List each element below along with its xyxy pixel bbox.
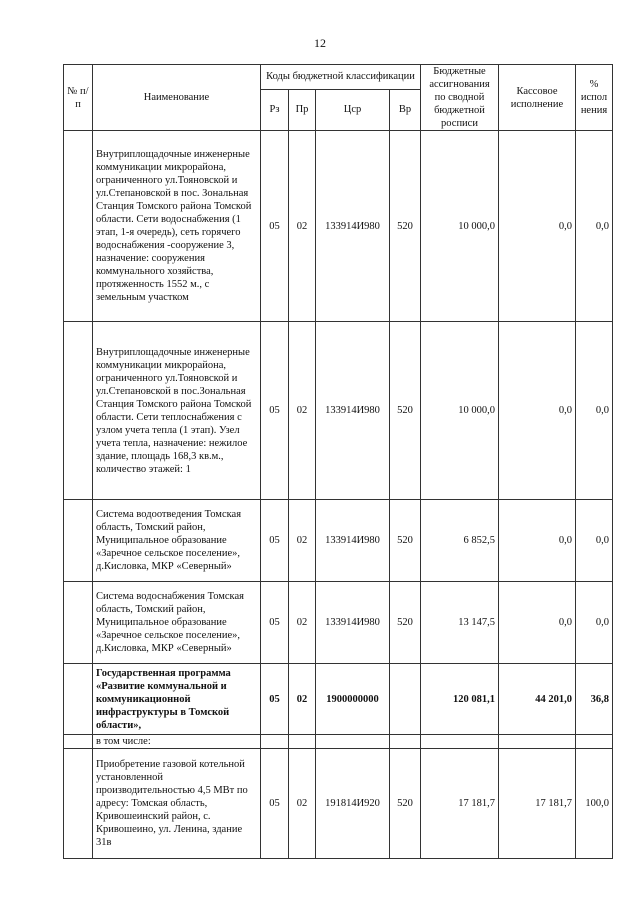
cell-num — [64, 664, 93, 735]
header-percent: % испол нения — [576, 65, 613, 131]
cell-vr: 520 — [390, 131, 421, 322]
cell-allocations: 10 000,0 — [421, 131, 499, 322]
cell-rz: 05 — [261, 749, 289, 859]
cell-pr: 02 — [289, 749, 316, 859]
cell-cash: 0,0 — [499, 582, 576, 664]
cell-pr: 02 — [289, 500, 316, 582]
page-number: 12 — [314, 36, 326, 50]
header-allocations: Бюджетные ассигнования по сводной бюджетной росписи — [421, 65, 499, 131]
cell-allocations: 120 081,1 — [421, 664, 499, 735]
header-rz: Рз — [261, 89, 289, 130]
cell-csr: 1900000000 — [316, 664, 390, 735]
cell-percent: 0,0 — [576, 322, 613, 500]
cell-pr: 02 — [289, 664, 316, 735]
cell-vr: 520 — [390, 500, 421, 582]
cell-cash — [499, 735, 576, 749]
cell-cash: 17 181,7 — [499, 749, 576, 859]
cell-rz: 05 — [261, 131, 289, 322]
cell-vr: 520 — [390, 322, 421, 500]
cell-pr: 02 — [289, 131, 316, 322]
cell-num — [64, 131, 93, 322]
cell-pr — [289, 735, 316, 749]
cell-csr: 133914И980 — [316, 500, 390, 582]
cell-cash: 0,0 — [499, 131, 576, 322]
cell-allocations: 13 147,5 — [421, 582, 499, 664]
cell-num — [64, 749, 93, 859]
cell-cash: 0,0 — [499, 500, 576, 582]
cell-cash: 44 201,0 — [499, 664, 576, 735]
cell-csr: 191814И920 — [316, 749, 390, 859]
table-row — [64, 582, 613, 664]
cell-percent: 100,0 — [576, 749, 613, 859]
cell-rz: 05 — [261, 500, 289, 582]
cell-num — [64, 582, 93, 664]
cell-allocations: 17 181,7 — [421, 749, 499, 859]
header-num: № п/п — [64, 65, 93, 131]
table-row-program-total — [64, 664, 613, 735]
cell-vr — [390, 735, 421, 749]
budget-table — [63, 64, 613, 859]
cell-name: Внутриплощадочные инженерные коммуникации микрорайона, ограниченного ул.Тояновской и ул.Степановской в пос.Зональная Станция Томского района Томской области. Сети теплоснабжения с узлом учета тепла (1 этап). Узел учета тепла, назначение: нежилое здание, площадь 168,3 кв.м., количество этажей: 1 — [93, 322, 261, 500]
cell-csr — [316, 735, 390, 749]
cell-rz: 05 — [261, 322, 289, 500]
cell-num — [64, 500, 93, 582]
cell-percent — [576, 735, 613, 749]
cell-vr — [390, 664, 421, 735]
cell-rz: 05 — [261, 582, 289, 664]
header-cash: Кассовое исполнение — [499, 65, 576, 131]
cell-csr: 133914И980 — [316, 131, 390, 322]
cell-csr: 133914И980 — [316, 582, 390, 664]
cell-allocations: 6 852,5 — [421, 500, 499, 582]
cell-vr: 520 — [390, 582, 421, 664]
cell-name: Приобретение газовой котельной установленной производительностью 4,5 МВт по адресу: Томская область, Кривошеинский район, с. Кривошеино, ул. Ленина, здание 31в — [93, 749, 261, 859]
cell-name: Система водоснабжения Томская область, Томский район, Муниципальное образование «Заречное сельское поселение», д.Кисловка, МКР «Северный» — [93, 582, 261, 664]
table-row — [64, 131, 613, 322]
cell-name: Государственная программа «Развитие коммунальной и коммуникационной инфраструктуры в Томской области», — [93, 664, 261, 735]
cell-num — [64, 322, 93, 500]
table-row-subheading — [64, 735, 613, 749]
header-vr: Вр — [390, 89, 421, 130]
cell-cash: 0,0 — [499, 322, 576, 500]
cell-percent: 0,0 — [576, 582, 613, 664]
cell-name: Система водоотведения Томская область, Томский район, Муниципальное образование «Заречное сельское поселение», д.Кисловка, МКР «Северный» — [93, 500, 261, 582]
table-row — [64, 500, 613, 582]
cell-allocations — [421, 735, 499, 749]
cell-vr: 520 — [390, 749, 421, 859]
cell-percent: 0,0 — [576, 500, 613, 582]
cell-pr: 02 — [289, 582, 316, 664]
header-name: Наименование — [93, 65, 261, 131]
table-row — [64, 749, 613, 859]
cell-rz — [261, 735, 289, 749]
cell-rz: 05 — [261, 664, 289, 735]
cell-csr: 133914И980 — [316, 322, 390, 500]
cell-name: Внутриплощадочные инженерные коммуникации микрорайона, ограниченного ул.Тояновской и ул.Степановской в пос. Зональная Станция Томского района Томской области. Сети водоснабжения (1 этап, 1-я очередь), сеть горячего водоснабжения -сооружение 3, назначение: сооружения коммунального хозяйства, протяженность 1552 м., с земельным участком — [93, 131, 261, 322]
cell-percent: 0,0 — [576, 131, 613, 322]
cell-allocations: 10 000,0 — [421, 322, 499, 500]
cell-num — [64, 735, 93, 749]
header-codes-group: Коды бюджетной классификации — [261, 65, 421, 90]
table-row — [64, 322, 613, 500]
header-csr: Цср — [316, 89, 390, 130]
cell-name: в том числе: — [93, 735, 261, 749]
cell-percent: 36,8 — [576, 664, 613, 735]
header-pr: Пр — [289, 89, 316, 130]
cell-pr: 02 — [289, 322, 316, 500]
